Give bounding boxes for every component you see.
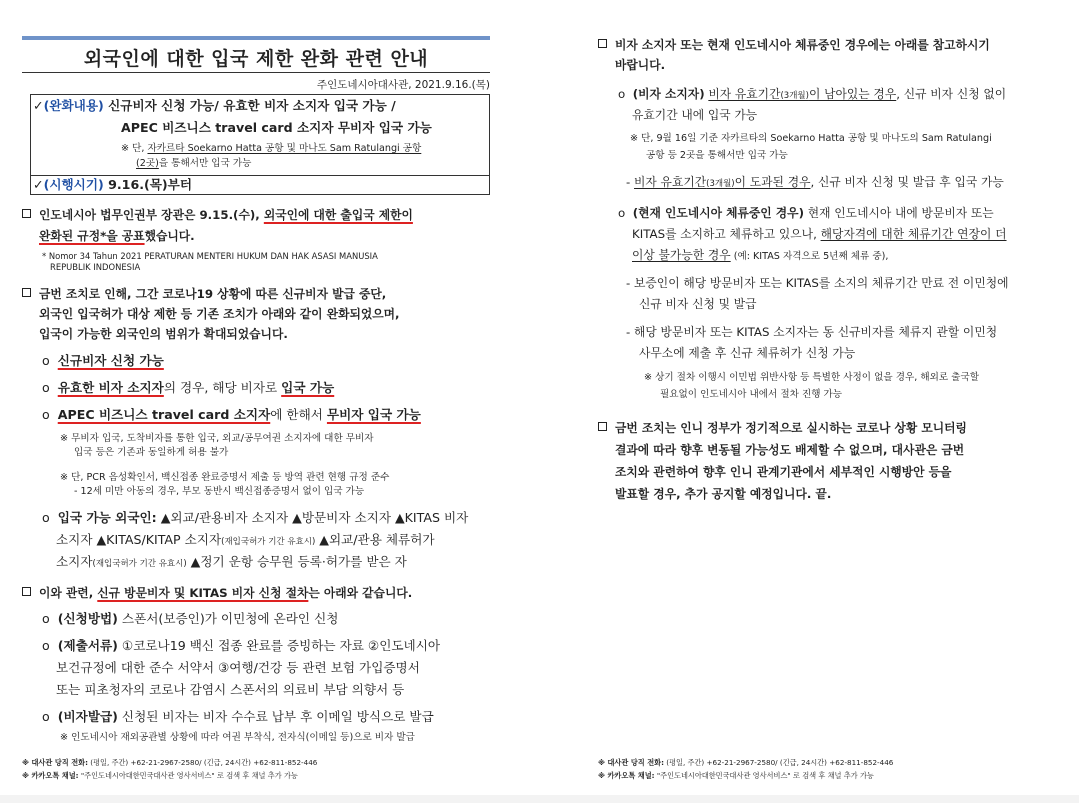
step-docs-line-1 xyxy=(42,638,440,653)
box-note-airports: 자카르타 Soekarno Hatta 공항 및 마나도 Sam Ratulangi 공항 xyxy=(147,143,422,154)
square-bullet-icon xyxy=(22,209,31,218)
step-apply-text: 스폰서(보증인)가 이민청에 온라인 신청 xyxy=(117,611,339,626)
visa-holder-note-2: 공항 등 2곳을 통해서만 입국 가능 xyxy=(646,150,788,161)
visa-holder-note-1: ※ 단, 9월 16일 기준 자카르타의 Soekarno Hatta 공항 및 마나도의 Sam Ratulangi xyxy=(630,133,992,144)
item-valid-visa xyxy=(42,380,334,395)
para1-underline-1: 외국인에 대한 출입국 제한이 xyxy=(263,208,413,222)
eligible-text-1: ▲외교/관용비자 소지자 ▲방문비자 소지자 ▲KITAS 비자 xyxy=(156,510,469,525)
o-bullet: o xyxy=(42,510,50,525)
page-title: 외국인에 대한 입국 제한 완화 관련 안내 xyxy=(83,48,429,70)
closing-line-1 xyxy=(598,421,967,435)
staying-line-3 xyxy=(632,248,888,263)
item-valid-visa-holder: 유효한 비자 소지자 xyxy=(57,380,164,395)
o-bullet: o xyxy=(42,407,50,422)
visa-holder-line-2: 유효기간 내에 입국 가능 xyxy=(632,108,758,122)
check-icon: ✓ xyxy=(33,98,44,113)
eligible-text-2a: 소지자 ▲KITAS/KITAP 소지자 xyxy=(56,532,222,547)
relax-text-1: 신규비자 신청 가능/ 유효한 비자 소지자 입국 가능 / xyxy=(103,98,396,113)
o-bullet: o xyxy=(42,353,50,368)
sponsor-line-1: - 보증인이 해당 방문비자 또는 KITAS를 소지의 체류기간 만료 전 이민청에 xyxy=(626,276,1009,290)
o-bullet: o xyxy=(618,87,626,101)
visa-validity-1: 비자 유효기간 xyxy=(708,87,781,101)
footer-kakao-right xyxy=(598,771,874,781)
o-bullet: o xyxy=(42,709,50,724)
sponsor-line-2: 신규 비자 신청 및 발급 xyxy=(639,297,757,311)
para1-line-1 xyxy=(22,208,413,222)
staying-text-3u: 이상 불가능한 경우 xyxy=(632,248,731,262)
footer-phone xyxy=(22,758,317,768)
effective-tag: (시행시기) xyxy=(43,177,104,192)
visa-validity-expired: 이 도과된 경우 xyxy=(734,175,811,189)
relax-tag: (완화내용) xyxy=(43,98,104,113)
visa-expired-text: , 신규 비자 신청 및 발급 후 입국 가능 xyxy=(810,175,1004,189)
para3-line xyxy=(22,586,412,600)
square-bullet-icon xyxy=(22,587,31,596)
right-heading-text-1: 비자 소지자 또는 현재 인도네시아 체류중인 경우에는 아래를 참고하시기 xyxy=(615,38,990,52)
box-note-line-2 xyxy=(136,158,251,170)
box-note-count: (2곳) xyxy=(136,158,159,169)
eligible-text-3b: ▲정기 운항 승무원 등록·허가를 받은 자 xyxy=(186,554,407,569)
eligible-text-2b: ▲외교/관용 체류허가 xyxy=(315,532,435,547)
eligible-text-2s: (재입국허가 기간 유효시) xyxy=(221,537,316,547)
item-apec-visafree: 무비자 입국 가능 xyxy=(326,407,421,422)
step-issue-heading: (비자발급) xyxy=(57,709,118,724)
step-apply xyxy=(42,611,338,626)
square-bullet-icon xyxy=(598,422,607,431)
para3-underline: 신규 방문비자 및 KITAS 비자 신청 절차 xyxy=(97,586,309,600)
staying-text-1: 현재 인도네시아 내에 방문비자 또는 xyxy=(803,206,994,220)
visa-holder-line-1 xyxy=(618,87,1006,101)
para3-text-a: 이와 관련, xyxy=(39,586,98,600)
eligible-line-2 xyxy=(56,532,435,547)
title-top-bar xyxy=(22,36,490,40)
visa-validity-2: 비자 유효기간 xyxy=(634,175,707,189)
square-bullet-icon xyxy=(22,288,31,297)
apec-note-4: - 12세 미만 아동의 경우, 부모 동반시 백신접종증명서 없이 입국 가능 xyxy=(74,486,365,497)
item-valid-visa-entry: 입국 가능 xyxy=(281,380,335,395)
para1-note-2: REPUBLIK INDONESIA xyxy=(50,262,141,272)
step-issue-note: ※ 인도네시아 재외공관별 상황에 따라 여권 부착식, 전자식(이메일 등)으로 비자 발급 xyxy=(60,732,415,743)
para2-line-3: 입국이 가능한 외국인의 범위가 확대되었습니다. xyxy=(39,327,288,341)
box-note-prefix: ※ 단, xyxy=(121,143,148,154)
holder-submit-line-2: 사무소에 제출 후 신규 체류허가 신청 가능 xyxy=(639,346,856,360)
staying-text-2u: 해당자격에 대한 체류기간 연장이 더 xyxy=(820,227,1007,241)
step-docs-text-1: ①코로나19 백신 접종 완료를 증빙하는 자료 ②인도네시아 xyxy=(117,638,441,653)
footer-phone-text: (평일, 주간) +62-21-2967-2580/ (긴급, 24시간) +62-811-852-446 xyxy=(663,758,894,767)
right-heading-line-2: 바랍니다. xyxy=(615,58,666,72)
apec-note-1: ※ 무비자 입국, 도착비자를 통한 입국, 외교/공무여권 소지자에 대한 무비자 xyxy=(60,433,374,444)
para1-text-a: 인도네시아 법무인권부 장관은 9.15.(수), xyxy=(39,208,264,222)
item-apec-holder: APEC 비즈니스 travel card 소지자 xyxy=(57,407,271,422)
visa-holder-text: , 신규 비자 신청 없이 xyxy=(896,87,1007,101)
item-apec-text: 에 한해서 xyxy=(270,407,327,422)
eligible-text-3s: (재입국허가 기간 유효시) xyxy=(92,559,187,569)
box-note-rest: 을 통해서만 입국 가능 xyxy=(158,158,252,169)
step-issue-text: 신청된 비자는 비자 수수료 납부 후 이메일 방식으로 발급 xyxy=(117,709,434,724)
o-bullet: o xyxy=(42,638,50,653)
staying-note-1: ※ 상기 절차 이행시 이민법 위반사항 등 특별한 사정이 없을 경우, 해외로 출국할 xyxy=(644,372,979,383)
eligible-line-1 xyxy=(42,510,468,525)
box-separator xyxy=(31,175,489,176)
relax-text-2: APEC 비즈니스 travel card 소지자 무비자 입국 가능 xyxy=(121,120,432,135)
closing-line-3: 조치와 관련하여 향후 인니 관계기관에서 세부적인 시행방안 등을 xyxy=(615,465,952,479)
relax-line-1 xyxy=(33,98,396,113)
page-bottom-strip xyxy=(0,795,1079,803)
footer-kakao xyxy=(22,771,298,781)
eligible-heading: 입국 가능 외국인: xyxy=(57,510,157,525)
footer-kakao-label: ※ 카카오톡 채널: xyxy=(598,771,655,780)
closing-line-4: 발표할 경우, 추가 공지할 예정입니다. 끝. xyxy=(615,487,832,501)
item-new-visa-text: 신규비자 신청 가능 xyxy=(57,353,164,368)
apec-note-3: ※ 단, PCR 음성확인서, 백신접종 완료증명서 제출 등 방역 관련 현행 규정 준수 xyxy=(60,472,390,483)
para1-note-1: * Nomor 34 Tahun 2021 PERATURAN MENTERI HUKUM DAN HAK ASASI MANUSIA xyxy=(42,251,378,261)
box-note-line-1 xyxy=(121,143,421,155)
step-docs-heading: (제출서류) xyxy=(57,638,118,653)
summary-box xyxy=(30,94,490,195)
closing-text-1: 금번 조치는 인니 정부가 정기적으로 실시하는 코로나 상황 모니터링 xyxy=(615,421,967,435)
visa-holder-heading: (비자 소지자) xyxy=(632,87,705,101)
staying-heading: (현재 인도네시아 체류중인 경우) xyxy=(632,206,804,220)
footer-kakao-label: ※ 카카오톡 채널: xyxy=(22,771,79,780)
item-apec xyxy=(42,407,421,422)
staying-line-1 xyxy=(618,206,994,220)
eligible-line-3 xyxy=(56,554,407,569)
item-valid-visa-text: 의 경우, 해당 비자로 xyxy=(163,380,282,395)
visa-validity-remaining: 이 남아있는 경우 xyxy=(808,87,897,101)
footer-kakao-text: "주인도네시아대한민국대사관 영사서비스" 로 검색 후 채널 추가 가능 xyxy=(654,771,874,780)
para2-line-2: 외국인 입국허가 대상 제한 등 기존 조치가 아래와 같이 완화되었으며, xyxy=(39,307,400,321)
para1-line-2 xyxy=(39,229,195,243)
para3-text-b: 는 아래와 같습니다. xyxy=(308,586,413,600)
staying-line-2 xyxy=(632,227,1007,241)
right-heading-line-1 xyxy=(598,38,990,52)
step-docs-line-2: 보건규정에 대한 준수 서약서 ③여행/건강 등 관련 보험 가입증명서 xyxy=(56,660,420,675)
item-new-visa xyxy=(42,353,164,368)
effective-line xyxy=(33,177,192,192)
dash-bullet: - xyxy=(626,175,635,189)
check-icon: ✓ xyxy=(33,177,44,192)
staying-text-2a: KITAS를 소지하고 체류하고 있으나, xyxy=(632,227,821,241)
footer-phone-label: ※ 대사관 당직 전화: xyxy=(22,758,88,767)
step-docs-line-3: 또는 피초청자의 코로나 감염시 스폰서의 의료비 부담 의향서 등 xyxy=(56,682,405,697)
visa-validity-months-1: (3개월) xyxy=(780,91,809,101)
square-bullet-icon xyxy=(598,39,607,48)
step-apply-heading: (신청방법) xyxy=(57,611,118,626)
o-bullet: o xyxy=(618,206,626,220)
apec-note-2: 입국 등은 기존과 동일하게 허용 불가 xyxy=(74,447,229,458)
footer-phone-label: ※ 대사관 당직 전화: xyxy=(598,758,664,767)
footer-kakao-text: "주인도네시아대한민국대사관 영사서비스" 로 검색 후 채널 추가 가능 xyxy=(78,771,298,780)
title-rule xyxy=(22,72,490,73)
closing-line-2: 결과에 따라 향후 변동될 가능성도 배제할 수 없으며, 대사관은 금번 xyxy=(615,443,965,457)
eligible-text-3a: 소지자 xyxy=(56,554,93,569)
dateline: 주인도네시아대사관, 2021.9.16.(목) xyxy=(316,79,490,91)
step-issue xyxy=(42,709,434,724)
holder-submit-line-1: - 해당 방문비자 또는 KITAS 소지자는 동 신규비자를 체류지 관할 이민청 xyxy=(626,325,998,339)
para1-text-b: 했습니다. xyxy=(144,229,195,243)
o-bullet: o xyxy=(42,380,50,395)
visa-validity-months-2: (3개월) xyxy=(706,179,735,189)
o-bullet: o xyxy=(42,611,50,626)
visa-expired-line xyxy=(626,175,1004,189)
para2-line-1 xyxy=(22,287,386,301)
footer-phone-text: (평일, 주간) +62-21-2967-2580/ (긴급, 24시간) +62-811-852-446 xyxy=(87,758,318,767)
para1-underline-2: 완화된 규정*을 공표 xyxy=(39,229,145,243)
staying-text-3s: (예: KITAS 자격으로 5년째 체류 중), xyxy=(730,251,889,262)
footer-phone-right xyxy=(598,758,893,768)
para2-text-1: 금번 조치로 인해, 그간 코로나19 상황에 따른 신규비자 발급 중단, xyxy=(39,287,387,301)
effective-text: 9.16.(목)부터 xyxy=(103,177,192,192)
staying-note-2: 필요없이 인도네시아 내에서 절차 진행 가능 xyxy=(660,389,843,400)
